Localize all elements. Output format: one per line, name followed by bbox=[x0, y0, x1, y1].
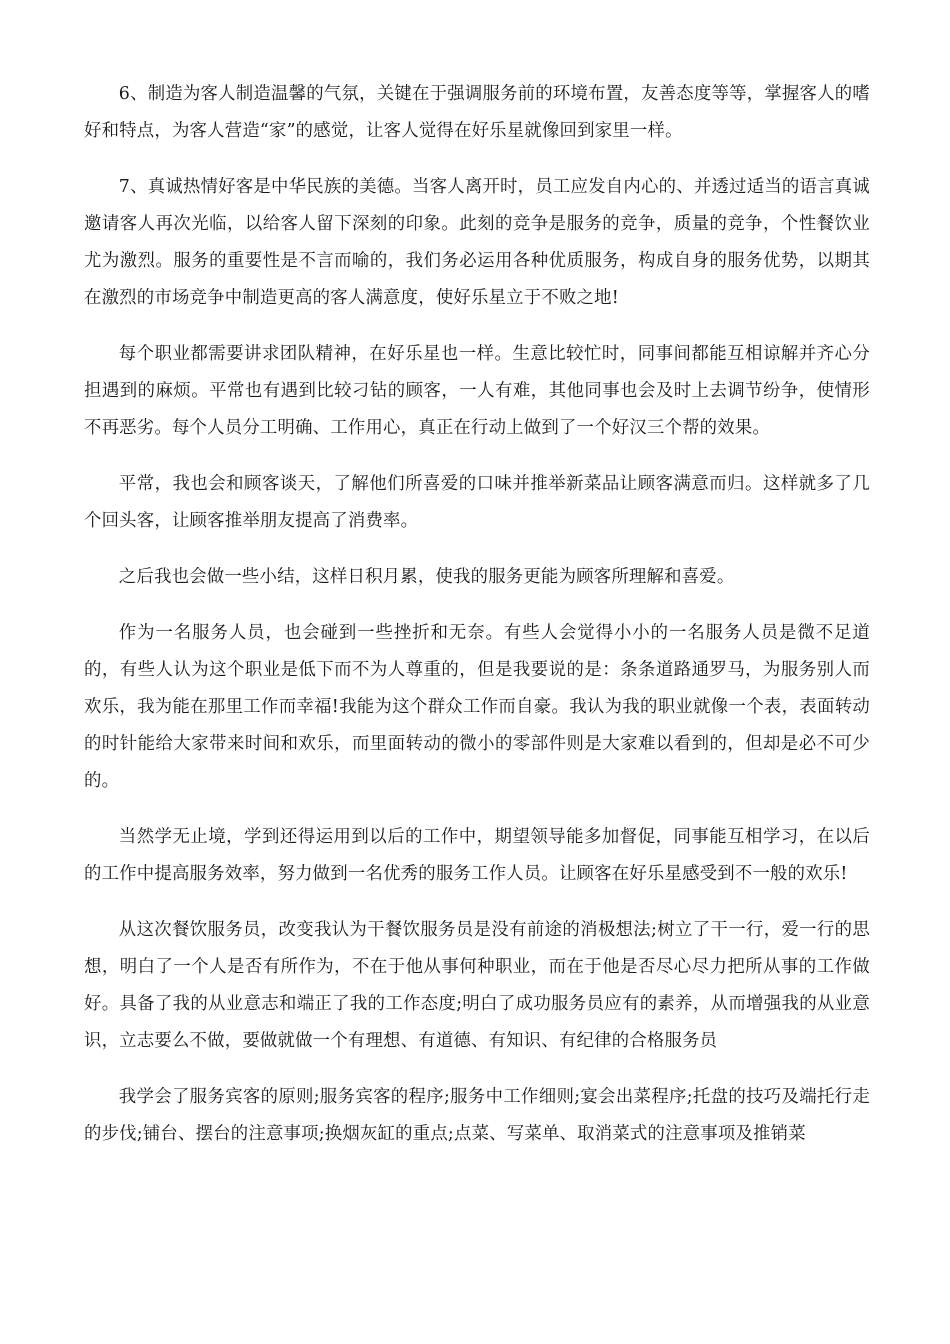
paragraph-customer-chat: 平常，我也会和顾客谈天，了解他们所喜爱的口味并推举新菜品让顾客满意而归。这样就多了几个回头客，让顾客推举朋友提高了消费率。 bbox=[84, 474, 870, 531]
paragraph-frustrations: 作为一名服务人员，也会碰到一些挫折和无奈。有些人会觉得小小的一名服务人员是微不足道的，有些人认为这个职业是低下而不为人尊重的，但是我要说的是：条条道路通罗马，为服务别人而欢乐，我为能在那里工作而幸福!我能为这个群众工作而自豪。我认为我的职业就像一个表，表面转动的时针能给大家带来时间和欢乐，而里面转动的微小的零部件则是大家难以看到的，但却是必不可少的。 bbox=[84, 623, 870, 791]
paragraph-mindset: 从这次餐饮服务员，改变我认为干餐饮服务员是没有前途的消极想法;树立了干一行，爱一行的思想，明白了一个人是否有所作为，不在于他从事何种职业，而在于他是否尽心尽力把所从事的工作做好。具备了我的从业意志和端正了我的工作态度;明白了成功服务员应有的素养，从而增强我的从业意识，立志要么不做，要做就做一个有理想、有道德、有知识、有纪律的合格服务员 bbox=[84, 920, 870, 1051]
paragraph-learning: 当然学无止境，学到还得运用到以后的工作中，期望领导能多加督促，同事能互相学习，在以后的工作中提高服务效率，努力做到一名优秀的服务工作人员。让顾客在好乐星感受到不一般的欢乐! bbox=[84, 827, 870, 884]
paragraph-7: 7、真诚热情好客是中华民族的美德。当客人离开时，员工应发自内心的、并透过适当的语言真诚邀请客人再次光临，以给客人留下深刻的印象。此刻的竞争是服务的竞争，质量的竞争，个性餐饮业尤为激烈。服务的重要性是不言而喻的，我们务必运用各种优质服务，构成自身的服务优势，以期其在激烈的市场竞争中制造更高的客人满意度，使好乐星立于不败之地! bbox=[84, 177, 870, 308]
paragraph-skills: 我学会了服务宾客的原则;服务宾客的程序;服务中工作细则;宴会出菜程序;托盘的技巧及端托行走的步伐;铺台、摆台的注意事项;换烟灰缸的重点;点菜、写菜单、取消菜式的注意事项及推销菜 bbox=[84, 1087, 870, 1144]
paragraph-6: 6、制造为客人制造温馨的气氛，关键在于强调服务前的环境布置，友善态度等等，掌握客人的嗜好和特点，为客人营造“家”的感觉，让客人觉得在好乐星就像回到家里一样。 bbox=[84, 84, 870, 141]
paragraph-summary: 之后我也会做一些小结，这样日积月累，使我的服务更能为顾客所理解和喜爱。 bbox=[118, 567, 735, 587]
paragraph-teamwork: 每个职业都需要讲求团队精神，在好乐星也一样。生意比较忙时，同事间都能互相谅解并齐心分担遇到的麻烦。平常也有遇到比较刁钻的顾客，一人有难，其他同事也会及时上去调节纷争，使情形不再恶劣。每个人员分工明确、工作用心，真正在行动上做到了一个好汉三个帮的效果。 bbox=[84, 344, 870, 438]
document-body bbox=[84, 76, 870, 1172]
